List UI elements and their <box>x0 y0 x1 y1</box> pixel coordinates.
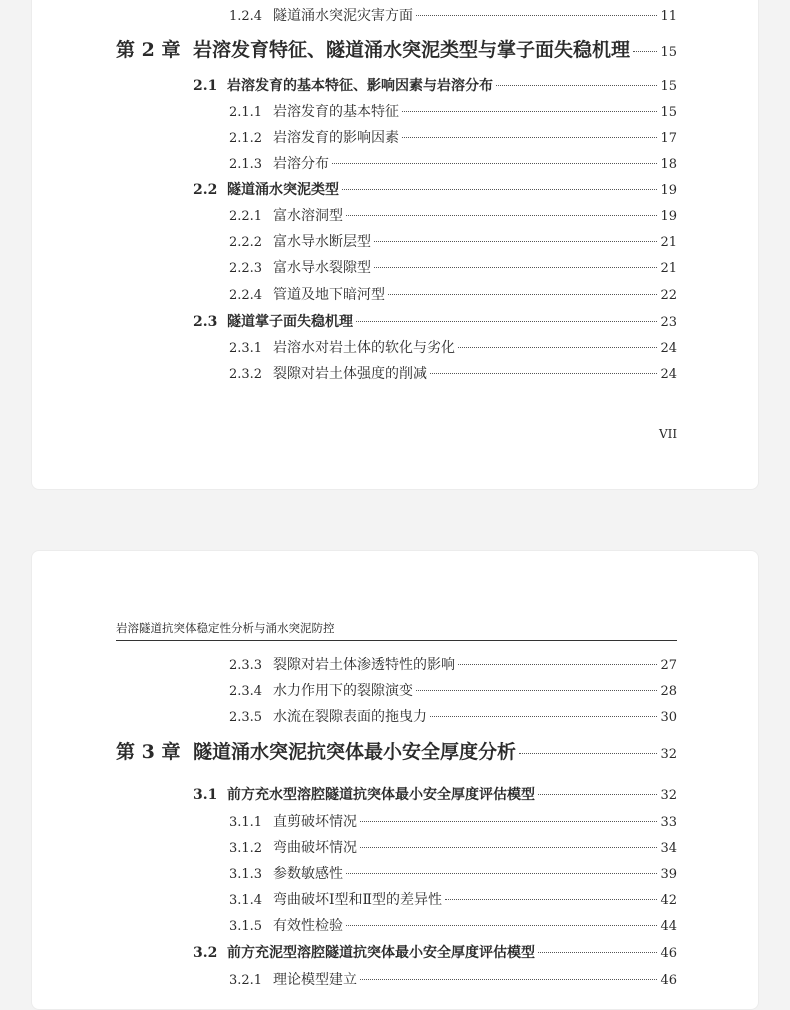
entry-page: 18 <box>660 157 677 172</box>
entry-number: 2.1.1 <box>229 105 263 120</box>
leader-dots <box>445 899 657 900</box>
toc-entry-sub[interactable] <box>116 863 677 883</box>
toc-entry-sub[interactable] <box>116 231 677 251</box>
entry-number: 2.1.3 <box>229 157 263 172</box>
toc-entry-sub[interactable] <box>116 837 677 857</box>
entry-page: 17 <box>660 131 677 146</box>
toc-entry-sub[interactable] <box>116 363 677 383</box>
entry-number: 2.1 <box>193 78 218 94</box>
entry-page: 44 <box>660 919 677 934</box>
entry-title: 参数敏感性 <box>273 866 343 882</box>
leader-dots <box>388 294 657 295</box>
entry-title: 岩溶发育特征、隧道涌水突泥类型与掌子面失稳机理 <box>193 39 631 61</box>
toc-entry-section[interactable] <box>116 942 677 962</box>
toc-entry-section[interactable] <box>116 179 677 199</box>
entry-number: 2.3 <box>193 314 218 330</box>
toc-entry-sub[interactable] <box>116 811 677 831</box>
entry-number: 2.1.2 <box>229 131 263 146</box>
entry-number: 2.3.2 <box>229 367 263 382</box>
leader-dots <box>346 925 657 926</box>
leader-dots <box>458 664 657 665</box>
entry-title: 岩溶发育的基本特征、影响因素与岩溶分布 <box>227 78 493 94</box>
entry-page: 42 <box>660 893 677 908</box>
entry-page: 46 <box>660 946 677 961</box>
toc-entry-chapter[interactable] <box>116 737 677 764</box>
entry-title: 岩溶分布 <box>273 156 329 172</box>
entry-page: 22 <box>660 288 677 303</box>
entry-number: 2.3.4 <box>229 684 263 699</box>
entry-page: 32 <box>660 747 677 762</box>
leader-dots <box>374 241 657 242</box>
leader-dots <box>633 51 657 52</box>
toc-entry-sub[interactable] <box>116 284 677 304</box>
entry-number: 第 3 章 <box>116 741 181 763</box>
leader-dots <box>430 373 657 374</box>
running-header: 岩溶隧道抗突体稳定性分析与涌水突泥防控 <box>116 620 677 641</box>
leader-dots <box>458 347 657 348</box>
entry-title: 前方充泥型溶腔隧道抗突体最小安全厚度评估模型 <box>227 945 535 961</box>
toc-entry-sub[interactable] <box>116 654 677 674</box>
entry-number: 2.2.4 <box>229 288 263 303</box>
toc-entry-sub[interactable] <box>116 153 677 173</box>
leader-dots <box>346 215 657 216</box>
entry-number: 1.2.4 <box>229 9 263 24</box>
entry-title: 理论模型建立 <box>273 972 357 988</box>
entry-number: 3.1.1 <box>229 815 263 830</box>
entry-title: 隧道涌水突泥灾害方面 <box>273 8 413 24</box>
entry-number: 3.1 <box>193 787 218 803</box>
toc-page-top <box>31 0 759 490</box>
entry-page: 32 <box>660 788 677 803</box>
entry-number: 2.3.1 <box>229 341 263 356</box>
entry-page: 46 <box>660 973 677 988</box>
entry-title: 岩溶水对岩土体的软化与劣化 <box>273 340 455 356</box>
leader-dots <box>496 85 657 86</box>
entry-number: 2.2.3 <box>229 261 263 276</box>
entry-number: 2.2.1 <box>229 209 263 224</box>
entry-title: 隧道涌水突泥类型 <box>227 182 339 198</box>
entry-title: 有效性检验 <box>273 918 343 934</box>
entry-page: 30 <box>660 710 677 725</box>
leader-dots <box>519 753 657 754</box>
leader-dots <box>332 163 657 164</box>
entry-title: 裂隙对岩土体强度的削减 <box>273 366 427 382</box>
entry-page: 24 <box>660 367 677 382</box>
leader-dots <box>538 952 657 953</box>
entry-title: 水力作用下的裂隙演变 <box>273 683 413 699</box>
toc-entry-sub[interactable] <box>116 680 677 700</box>
entry-page: 33 <box>660 815 677 830</box>
entry-title: 岩溶发育的影响因素 <box>273 130 399 146</box>
entry-page: 23 <box>660 315 677 330</box>
leader-dots <box>416 15 657 16</box>
toc-entry-sub[interactable] <box>116 127 677 147</box>
entry-page: 15 <box>660 45 677 60</box>
entry-page: 27 <box>660 658 677 673</box>
toc-entry-sub[interactable] <box>116 969 677 989</box>
entry-number: 3.1.3 <box>229 867 263 882</box>
entry-title: 直剪破坏情况 <box>273 814 357 830</box>
entry-title: 隧道掌子面失稳机理 <box>227 314 353 330</box>
leader-dots <box>346 873 657 874</box>
entry-page: 11 <box>660 9 677 24</box>
toc-entry-sub[interactable] <box>116 205 677 225</box>
entry-page: 19 <box>660 209 677 224</box>
entry-number: 2.3.5 <box>229 710 263 725</box>
entry-number: 2.2.2 <box>229 235 263 250</box>
toc-entry-sub[interactable] <box>116 5 677 25</box>
toc-entry-section[interactable] <box>116 784 677 804</box>
entry-number: 第 2 章 <box>116 39 181 61</box>
entry-number: 3.2 <box>193 945 218 961</box>
entry-page: 24 <box>660 341 677 356</box>
entry-page: 34 <box>660 841 677 856</box>
leader-dots <box>416 690 657 691</box>
entry-page: 21 <box>660 261 677 276</box>
toc-entry-sub[interactable] <box>116 337 677 357</box>
entry-title: 岩溶发育的基本特征 <box>273 104 399 120</box>
toc-entry-section[interactable] <box>116 311 677 331</box>
entry-number: 2.2 <box>193 182 218 198</box>
toc-entry-sub[interactable] <box>116 257 677 277</box>
entry-title: 隧道涌水突泥抗突体最小安全厚度分析 <box>193 741 517 763</box>
entry-page: 15 <box>660 105 677 120</box>
entry-page: 39 <box>660 867 677 882</box>
toc-entry-sub[interactable] <box>116 889 677 909</box>
toc-entry-sub[interactable] <box>116 101 677 121</box>
toc-entry-sub[interactable] <box>116 915 677 935</box>
leader-dots <box>360 821 657 822</box>
entry-title: 弯曲破坏情况 <box>273 840 357 856</box>
toc-entry-sub[interactable] <box>116 706 677 726</box>
entry-title: 富水导水断层型 <box>273 234 371 250</box>
leader-dots <box>360 847 657 848</box>
entry-number: 3.2.1 <box>229 973 263 988</box>
leader-dots <box>538 794 657 795</box>
entry-title: 富水溶洞型 <box>273 208 343 224</box>
leader-dots <box>430 716 657 717</box>
page-number: VII <box>659 427 678 441</box>
entry-page: 28 <box>660 684 677 699</box>
entry-page: 21 <box>660 235 677 250</box>
entry-title: 水流在裂隙表面的拖曳力 <box>273 709 427 725</box>
entry-title: 富水导水裂隙型 <box>273 260 371 276</box>
entry-number: 3.1.5 <box>229 919 263 934</box>
entry-title: 裂隙对岩土体渗透特性的影响 <box>273 657 455 673</box>
leader-dots <box>374 267 657 268</box>
entry-page: 19 <box>660 183 677 198</box>
leader-dots <box>342 189 657 190</box>
entry-title: 前方充水型溶腔隧道抗突体最小安全厚度评估模型 <box>227 787 535 803</box>
leader-dots <box>402 111 657 112</box>
toc-page-bottom <box>31 550 759 1010</box>
leader-dots <box>360 979 657 980</box>
toc-entry-chapter[interactable] <box>116 35 677 62</box>
leader-dots <box>402 137 657 138</box>
entry-title: 管道及地下暗河型 <box>273 287 385 303</box>
leader-dots <box>356 321 657 322</box>
toc-entry-section[interactable] <box>116 75 677 95</box>
entry-number: 3.1.2 <box>229 841 263 856</box>
entry-number: 2.3.3 <box>229 658 263 673</box>
entry-number: 3.1.4 <box>229 893 263 908</box>
entry-page: 15 <box>660 79 677 94</box>
entry-title: 弯曲破坏Ⅰ型和Ⅱ型的差异性 <box>273 892 443 908</box>
